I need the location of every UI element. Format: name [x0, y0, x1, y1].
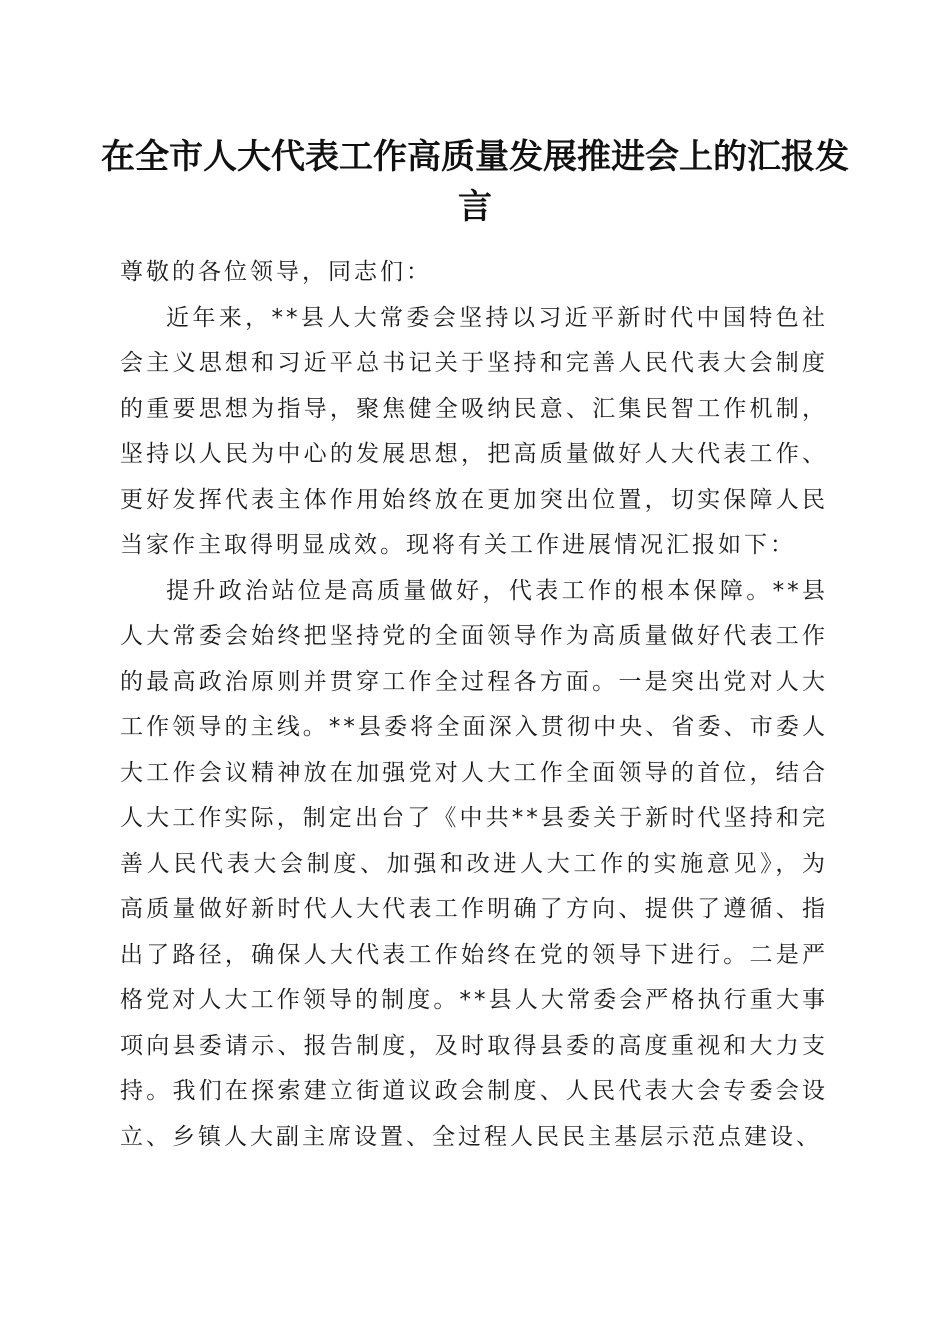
- body-paragraph-political-stance: 提升政治站位是高质量做好，代表工作的根本保障。**县人大常委会始终把坚持党的全面领导作为高质量做好代表工作的最高政治原则并贯穿工作全过程各方面。一是突出党对人大工作领导的主线。**县委将全面深入贯彻中央、省委、市委人大工作会议精神放在加强党对人大工作全面领导的首位，结合人大工作实际，制定出台了《中共**县委关于新时代坚持和完善人民代表大会制度、加强和改进人大工作的实施意见》，为高质量做好新时代人大代表工作明确了方向、提供了遵循、指出了路径，确保人大代表工作始终在党的领导下进行。二是严格党对人大工作领导的制度。**县人大常委会严格执行重大事项向县委请示、报告制度，及时取得县委的高度重视和大力支持。我们在探索建立街道议政会制度、人民代表大会专委会设立、乡镇人大副主席设置、全过程人民民主基层示范点建设、: [120, 577, 828, 1150]
- body-paragraph-intro: 近年来，**县人大常委会坚持以习近平新时代中国特色社会主义思想和习近平总书记关于坚持和完善人民代表大会制度的重要思想为指导，聚焦健全吸纳民意、汇集民智工作机制，坚持以人民为中心的发展思想，把高质量做好人大代表工作、更好发挥代表主体作用始终放在更加突出位置，切实保障人民当家作主取得明显成效。现将有关工作进展情况汇报如下：: [120, 304, 828, 558]
- salutation: 尊敬的各位领导，同志们：: [120, 259, 432, 285]
- document-body: [120, 250, 828, 1160]
- document-title: 在全市人大代表工作高质量发展推进会上的汇报发言: [101, 137, 849, 227]
